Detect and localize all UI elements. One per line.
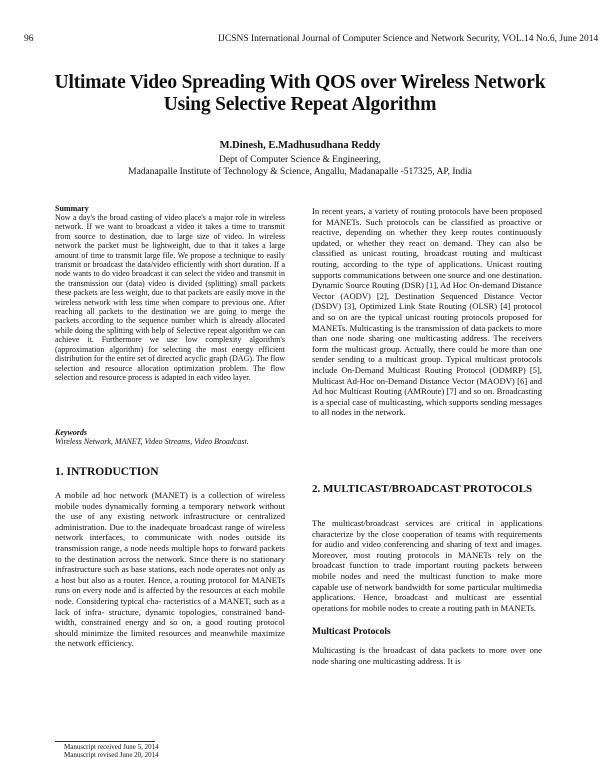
summary-text: Now a day's the broad casting of video place's a major role in wireless network. If we want to broadcast a video it takes a time to transmit from source to destination, due to large size of video. In wireless network the packet must be lightweight, due to that it takes a large amount of time to transmit large file. We propose a technique to easily transmit or broadcast the data/video efficiently with short duration. If a node wants to do video broadcast it can select the video and transmit in the transmission our (data) video is divided (splitting) small packets these packets are less weight, due to that packets are easily move in the wireless network with less time when compare to previous one. After reaching all packets to the destination we are going to merge the packets according to the sequence number which is already allocated while doing the splitting with help of Selective repeat algorithm we can achieve it. Furthermore we use low complexity algorithm's (approximation algorithm) for selecting the most energy efficient distribution for the entire set of directed acyclic graph (DAG). The flow selection and resource allocation optimization problem. The flow selection and resource process is adapted in each video layer. [55,213,285,382]
introduction-text: A mobile ad hoc network (MANET) is a collection of wireless mobile nodes dynamically forming a temporary network without the use of any existing network infrastructure or centralized administration. Due to the inadequate broadcast range of wireless network interfaces, to communicate with nodes outside its transmission range, a node needs multiple hops to forward packets to the destination across the network. Since there is no stationary infrastructure such as base stations, each node operates not only as a host but also as a router. Hence, a routing protocol for MANETs runs on every node and is affected by the resources at each mobile node. Considering typical cha- racteristics of a MANET, such as a lack of infra- structure, dynamic topologies, constrained band- width, constrained energy and so on, a good routing protocol should minimize the limited resources and meanwhile maximize the network efficiency. [55,490,285,649]
footnote-received: Manuscript received June 5, 2014 [64,743,159,751]
multicast-protocols-heading: Multicast Protocols [312,627,391,637]
section2-text: The multicast/broadcast services are critical in applications characterize by the close cooperation of teams with requirements for audio and video conferencing and sharing of text and images. Moreover, most routing protocols in MANETs rely on the broadcast function to trade important routing packets between mobile nodes and need the multicast function to make more capable use of network bandwidth for some particular multimedia applications. Hence, broadcast and multicast are essential operations for mobile nodes to create a routing path in MANETs. [312,518,542,613]
introduction-continued-text: In recent years, a variety of routing protocols have been proposed for MANETs. Such protocols can be classified as proactive or reactive, depending on whether they keep routes continuously updated, or whether they react on demand. They can also be classified as unicast routing, broadcast routing and multicast routing, according to the type of applications. Unicast routing supports communications between one source and one destination. Dynamic Source Routing (DSR) [1], Ad Hoc On-demand Distance Vector (AODV) [2], Destination Sequenced Distance Vector (DSDV) [3], Optimized Link State Routing (OLSR) [4] protocol and so on are the typical unicast routing protocols proposed for MANETs. Multicasting is the transmission of data packets to more than one node sharing one multicasting address. The receivers form the multicast group. Actually, there could be more than one sender sending to a multicast group. Typical multicast protocols include On-Demand Multicast Routing Protocol (ODMRP) [5], Multicast Ad-Hoc on-Demand Distance Vector (MAODV) [6] and Ad hoc Multicast Routing (AMRoute) [7] and so on. Broadcasting is a special case of multicasting, which supports sending messages to all nodes in the network. [312,206,542,418]
paper-title-line-2: Using Selective Repeat Algorithm [163,94,437,115]
paper-title-line-1: Ultimate Video Spreading With QOS over Wireless Network [54,72,546,93]
keywords-text: Wireless Network, MANET, Video Streams, Video Broadcast. [55,437,249,446]
journal-header: IJCSNS International Journal of Computer Science and Network Security, VOL.14 No.6, June 2014 [218,34,599,44]
introduction-heading: 1. INTRODUCTION [55,466,159,478]
page-number: 96 [24,34,34,44]
section2-heading: 2. MULTICAST/BROADCAST PROTOCOLS [312,483,533,495]
footnote-divider [55,741,155,742]
footnote-revised: Manuscript revised June 20, 2014 [64,751,159,759]
authors: M.Dinesh, E.Madhusudhana Reddy [219,140,381,151]
summary-heading: Summary [55,204,89,213]
affiliation-department: Dept of Computer Science & Engineering, [219,155,381,165]
paper-title [40,72,560,116]
affiliation-institute: Madanapalle Institute of Technology & Science, Angallu, Madanapalle -517325, AP, India [128,167,472,177]
multicast-protocols-text: Multicasting is the broadcast of data packets to more over one node sharing one multicasting address. It is [312,645,542,666]
keywords-heading: Keywords [55,428,87,437]
